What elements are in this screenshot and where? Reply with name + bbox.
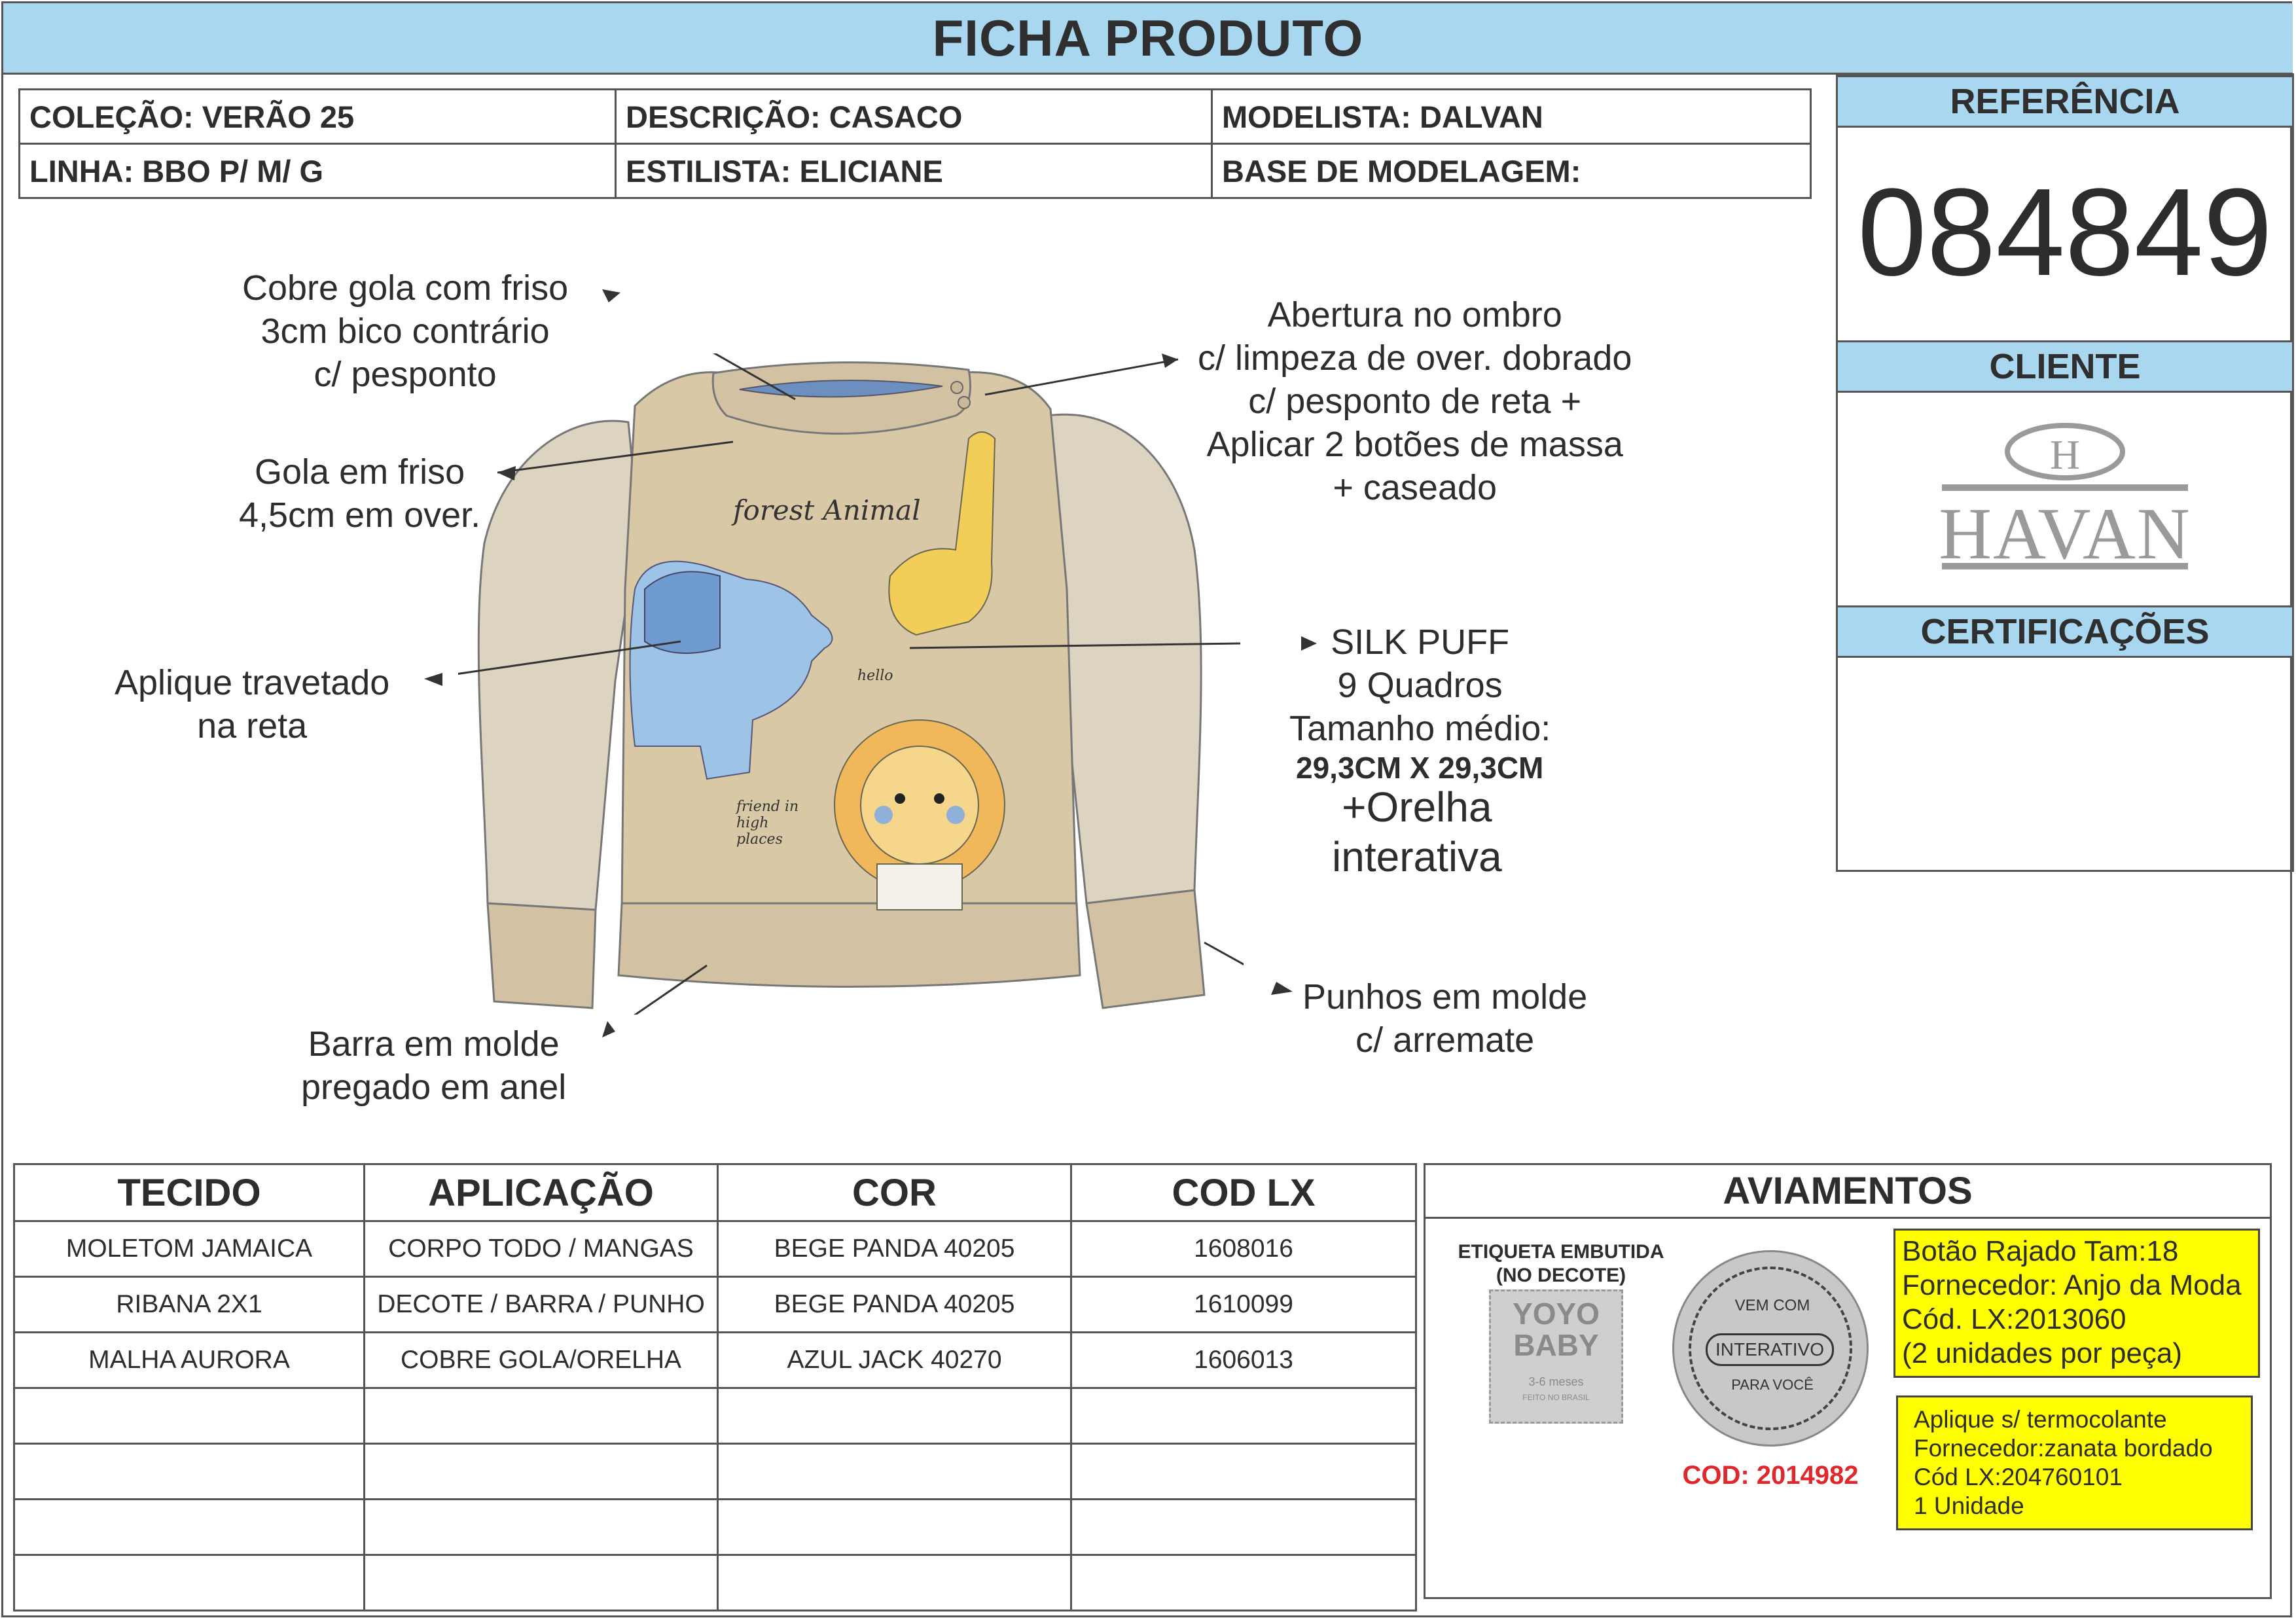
annotation-abertura: Abertura no ombro c/ limpeza de over. dobrado c/ pesponto de reta + Aplicar 2 botões de massa + caseado	[1198, 295, 1632, 507]
table-row-empty	[14, 1444, 1416, 1500]
table-row-empty	[14, 1500, 1416, 1555]
elephant-ear	[645, 571, 720, 653]
lion-body	[877, 864, 962, 910]
lion-eye-right	[934, 793, 944, 804]
annotation-gola-friso: Gola em friso 4,5cm em over.	[239, 452, 481, 535]
etiqueta-caption: ETIQUETA EMBUTIDA (NO DECOTE)	[1458, 1241, 1664, 1286]
estilista-field: ESTILISTA: ELICIANE	[616, 144, 1212, 198]
product-info-table	[18, 88, 1812, 199]
header-cor: COR	[718, 1164, 1071, 1221]
annotation-aplique: Aplique travetado na reta	[115, 663, 390, 746]
table-row-empty	[14, 1388, 1416, 1444]
table-row: MALHA AURORA COBRE GOLA/ORELHA AZUL JACK 40270 1606013	[14, 1333, 1416, 1388]
annotation-barra: Barra em molde pregado em anel	[301, 1024, 567, 1107]
certificacoes-heading: CERTIFICAÇÕES	[1838, 605, 2292, 658]
lion-eye-left	[895, 793, 905, 804]
havan-logo	[1934, 419, 2196, 583]
arrow-abertura	[985, 359, 1178, 395]
header-tecido: TECIDO	[14, 1164, 365, 1221]
botao-note: Botão Rajado Tam:18 Fornecedor: Anjo da Moda Cód. LX:2013060 (2 unidades por peça)	[1893, 1229, 2260, 1378]
annotation-silk-size: 29,3CM X 29,3CM	[1296, 751, 1544, 785]
annotation-punhos: Punhos em molde c/ arremate	[1302, 977, 1588, 1060]
lion-cheek-right	[946, 806, 965, 824]
print-text-hello: hello	[857, 668, 893, 684]
aplique-note: Aplique s/ termocolante Fornecedor:zanata bordado Cód LX:204760101 1 Unidade	[1896, 1395, 2253, 1530]
referencia-number: 084849	[1857, 163, 2272, 302]
cliente-heading: CLIENTE	[1838, 340, 2292, 393]
annotation-cobre-gola: Cobre gola com friso 3cm bico contrário c/ pesponto	[242, 268, 569, 394]
right-cuff	[1086, 890, 1204, 1008]
header-aplicacao: APLICAÇÃO	[365, 1164, 718, 1221]
table-row: RIBANA 2X1 DECOTE / BARRA / PUNHO BEGE PANDA 40205 1610099	[14, 1277, 1416, 1333]
referencia-heading: REFERÊNCIA	[1838, 75, 2292, 128]
shoulder-button-1	[951, 382, 963, 393]
materials-table	[13, 1163, 1417, 1611]
arrow-punhos	[1204, 943, 1244, 990]
table-row: MOLETOM JAMAICA CORPO TODO / MANGAS BEGE PANDA 40205 1608016	[14, 1221, 1416, 1277]
header-cod-lx: COD LX	[1071, 1164, 1416, 1221]
linha-field: LINHA: BBO P/ M/ G	[20, 144, 616, 198]
print-text-friend: friend in high places	[736, 799, 799, 848]
annotation-orelha: +Orelha interativa	[1332, 783, 1502, 880]
page-title: FICHA PRODUTO	[3, 3, 2293, 75]
annotation-silk-puff: SILK PUFF 9 Quadros Tamanho médio:	[1289, 622, 1551, 748]
sweatshirt-illustration	[458, 353, 1244, 1015]
print-text-forest-animal: forest Animal	[733, 494, 921, 526]
lion-cheek-left	[874, 806, 893, 824]
havan-logo-letter: H	[2049, 431, 2081, 478]
base-modelagem-field: BASE DE MODELAGEM:	[1212, 144, 1811, 198]
bottom-hem	[619, 903, 1080, 987]
tag-code: COD: 2014982	[1682, 1461, 1859, 1490]
modelista-field: MODELISTA: DALVAN	[1212, 90, 1811, 144]
collar-rib	[713, 363, 970, 434]
yoyo-baby-label: YOYO BABY 3-6 meses FEITO NO BRASIL	[1489, 1289, 1623, 1424]
table-row-empty	[14, 1555, 1416, 1611]
descricao-field: DESCRIÇÃO: CASACO	[616, 90, 1212, 144]
left-cuff	[488, 903, 596, 1008]
left-sleeve	[478, 421, 638, 910]
aviamentos-title: AVIAMENTOS	[1426, 1165, 2270, 1219]
havan-logo-text: HAVAN	[1939, 494, 2191, 575]
lion-face	[861, 746, 978, 864]
interativo-tag: VEM COM INTERATIVO PARA VOCÊ	[1672, 1250, 1869, 1447]
colecao-field: COLEÇÃO: VERÃO 25	[20, 90, 616, 144]
shoulder-button-2	[958, 397, 970, 408]
